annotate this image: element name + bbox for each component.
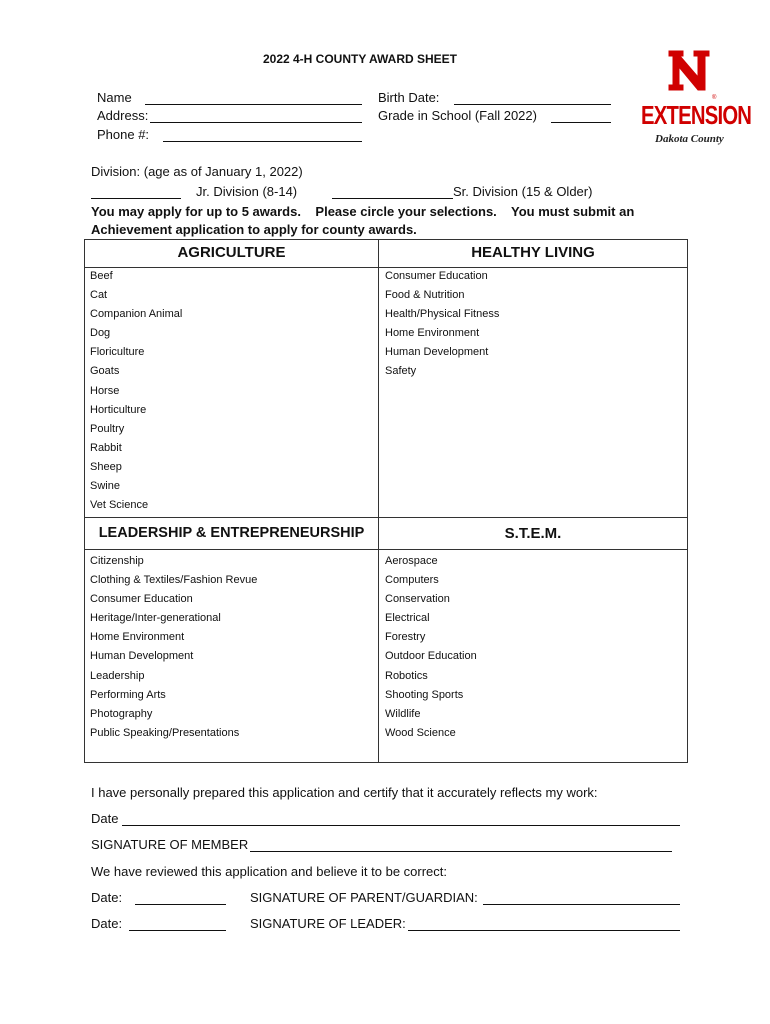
birth-date-label: Birth Date: (378, 90, 440, 105)
senior-division-label: Sr. Division (15 & Older) (453, 184, 593, 199)
phone-field[interactable] (163, 141, 362, 142)
list-item[interactable]: Poultry (90, 422, 125, 435)
parent-date-field[interactable] (135, 904, 226, 905)
healthy-living-header: HEALTHY LIVING (471, 244, 595, 261)
logo-county-text: Dakota County (655, 133, 724, 145)
instructions-line-2: Achievement application to apply for county awards. (91, 222, 417, 237)
list-item[interactable]: Heritage/Inter-generational (90, 612, 221, 625)
list-item[interactable]: Swine (90, 480, 120, 493)
list-item[interactable]: Food & Nutrition (385, 289, 465, 302)
date-label: Date (91, 811, 119, 826)
leader-signature-field[interactable] (408, 930, 680, 931)
healthy-living-list (385, 267, 499, 382)
stem-list (385, 552, 477, 743)
logo-extension-text: EXTENSION (641, 100, 752, 130)
list-item[interactable]: Human Development (90, 650, 194, 663)
list-item[interactable]: Forestry (385, 631, 426, 644)
page-title: 2022 4-H COUNTY AWARD SHEET (262, 52, 458, 66)
list-item[interactable]: Vet Science (90, 499, 149, 512)
grade-field[interactable] (551, 122, 611, 123)
parent-signature-label: SIGNATURE OF PARENT/GUARDIAN: (250, 890, 478, 905)
leader-date-field[interactable] (129, 930, 226, 931)
list-item[interactable]: Wood Science (385, 726, 456, 739)
name-label: Name (97, 90, 132, 105)
list-item[interactable]: Consumer Education (385, 270, 488, 282)
list-item[interactable]: Outdoor Education (385, 650, 477, 663)
leadership-header: LEADERSHIP & ENTREPRENEURSHIP (98, 525, 365, 541)
phone-label: Phone #: (97, 127, 150, 142)
agriculture-header: AGRICULTURE (177, 244, 286, 261)
parent-date-label: Date: (91, 890, 123, 905)
list-item[interactable]: Sheep (90, 460, 122, 473)
list-item[interactable]: Cat (90, 289, 108, 302)
leadership-list (90, 552, 257, 743)
date-field[interactable] (122, 825, 680, 826)
list-item[interactable]: Leadership (90, 669, 145, 682)
list-item[interactable]: Public Speaking/Presentations (90, 726, 240, 739)
member-signature-label: SIGNATURE OF MEMBER (91, 837, 249, 852)
list-item[interactable]: Computers (385, 574, 439, 587)
list-item[interactable]: Consumer Education (90, 593, 193, 606)
list-item[interactable]: Dog (90, 327, 111, 340)
birth-date-field[interactable] (454, 104, 611, 105)
list-item[interactable]: Rabbit (90, 441, 122, 454)
review-statement: We have reviewed this application and believe it to be correct: (91, 864, 448, 879)
leader-date-label: Date: (91, 916, 123, 931)
list-item[interactable]: Wildlife (385, 707, 421, 720)
instructions-line-1: You may apply for up to 5 awards. Please circle your selections. You must submit an (91, 204, 635, 219)
nebraska-n-logo-icon (666, 47, 712, 93)
leader-signature-label: SIGNATURE OF LEADER: (250, 916, 406, 931)
award-grid (84, 239, 688, 763)
stem-header: S.T.E.M. (504, 525, 562, 542)
list-item[interactable]: Shooting Sports (385, 688, 464, 701)
name-field[interactable] (145, 104, 362, 105)
address-label: Address: (97, 108, 149, 123)
list-item[interactable]: Photography (90, 707, 153, 720)
list-item[interactable]: Horticulture (90, 403, 147, 416)
list-item[interactable]: Citizenship (90, 555, 144, 567)
junior-division-label: Jr. Division (8-14) (196, 184, 298, 199)
list-item[interactable]: Safety (385, 365, 417, 378)
certification-statement: I have personally prepared this application and certify that it accurately reflects my work: (91, 785, 598, 800)
list-item[interactable]: Aerospace (385, 555, 438, 567)
list-item[interactable]: Home Environment (385, 327, 480, 340)
list-item[interactable]: Health/Physical Fitness (385, 308, 500, 321)
parent-signature-field[interactable] (483, 904, 680, 905)
agriculture-list (90, 267, 182, 515)
division-label: Division: (age as of January 1, 2022) (91, 164, 303, 179)
list-item[interactable]: Home Environment (90, 631, 185, 644)
list-item[interactable]: Electrical (385, 612, 430, 625)
list-item[interactable]: Goats (90, 365, 120, 378)
address-field[interactable] (150, 122, 362, 123)
list-item[interactable]: Robotics (385, 669, 428, 682)
grade-label: Grade in School (Fall 2022) (378, 108, 537, 123)
list-item[interactable]: Conservation (385, 593, 450, 606)
list-item[interactable]: Floriculture (90, 346, 145, 359)
list-item[interactable]: Clothing & Textiles/Fashion Revue (90, 574, 258, 587)
member-signature-field[interactable] (250, 851, 672, 852)
junior-division-field[interactable] (91, 198, 181, 199)
list-item[interactable]: Performing Arts (90, 688, 166, 701)
registered-mark: ® (712, 95, 717, 101)
list-item[interactable]: Human Development (385, 346, 489, 359)
list-item[interactable]: Horse (90, 384, 120, 397)
list-item[interactable]: Beef (90, 270, 113, 282)
senior-division-field[interactable] (332, 198, 453, 199)
list-item[interactable]: Companion Animal (90, 308, 183, 321)
